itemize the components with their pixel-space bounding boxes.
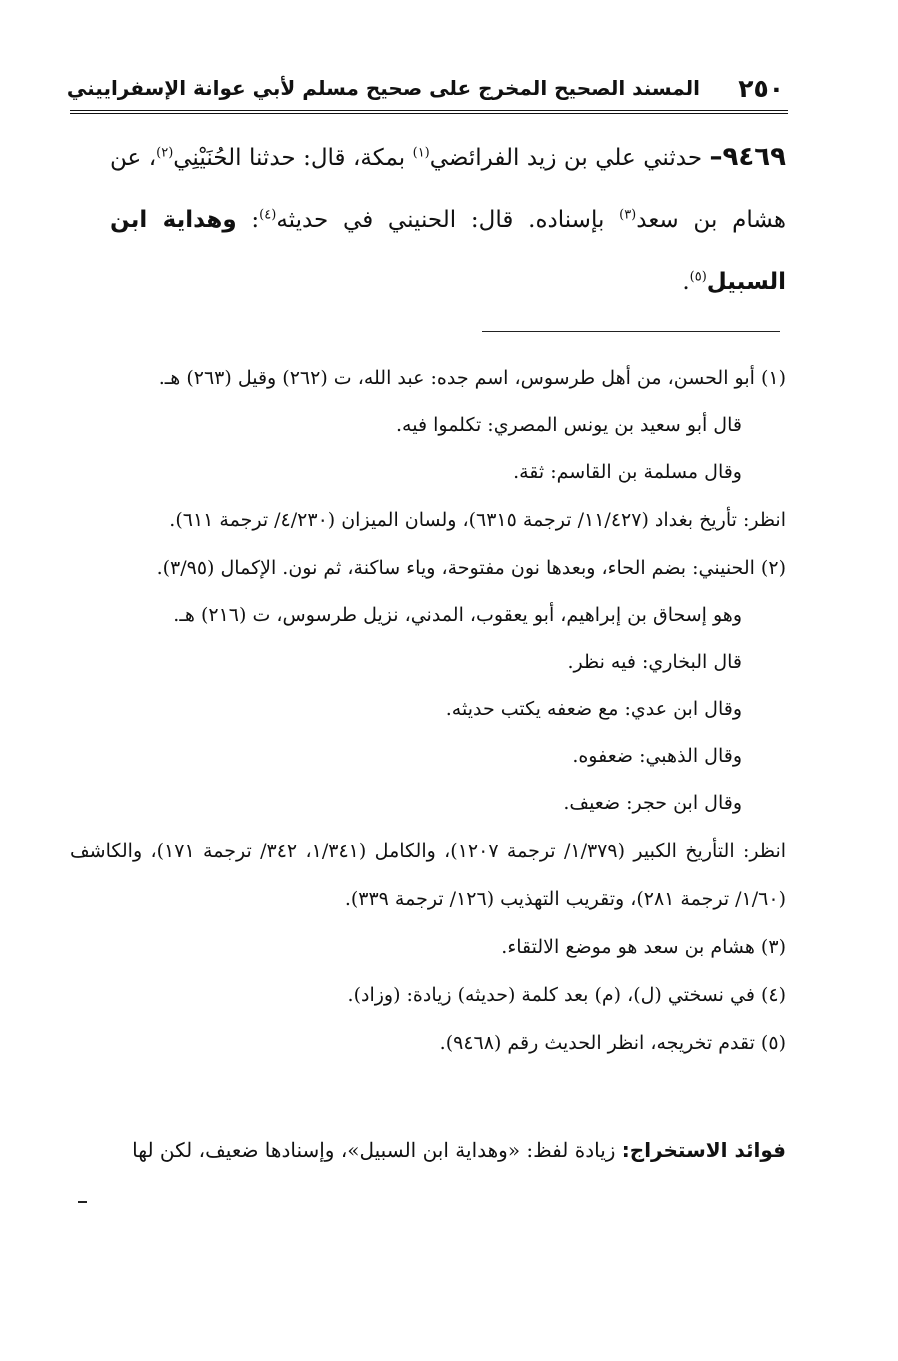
page-header (66, 72, 788, 114)
footnote-ref: (٤) (259, 207, 277, 223)
footnote-4: (٤) في نسختي (ل)، (م) بعد كلمة (حديثه) زيادة: (وزاد). (347, 984, 786, 1006)
hadith-text-part: ، عن هشام بن سعد (110, 145, 786, 233)
footnote-2: (٢) الحنيني: بضم الحاء، وبعدها نون مفتوحة، وياء ساكنة، ثم نون. الإكمال (٣/٩٥). (156, 557, 786, 579)
hadith-text-part: بمكة، قال: حدثنا الحُنَيْنِي (173, 145, 413, 171)
footnote-ref: (٥) (689, 269, 707, 285)
hadith-text-part: . (682, 269, 690, 295)
footnote-3: (٣) هشام بن سعد هو موضع الالتقاء. (501, 936, 786, 958)
conclusion-text: زيادة لفظ: «وهداية ابن السبيل»، وإسنادها ضعيف، لكن لها (132, 1138, 622, 1162)
footnote-line: وقال ابن حجر: ضعيف. (563, 792, 742, 814)
hadith-text-part: حدثني علي بن زيد الفرائضي (429, 145, 710, 171)
running-title: المسند الصحيح المخرج على صحيح مسلم لأبي عوانة الإسفراييني (66, 76, 700, 100)
footnote-line: قال البخاري: فيه نظر. (567, 651, 742, 673)
footnote-ref: (٣) (619, 207, 637, 223)
footnote-separator (482, 331, 780, 332)
extraction-benefits (70, 1126, 786, 1174)
hadith-dash: – (709, 142, 723, 172)
hadith-text (110, 126, 786, 313)
footnote-1: (١) أبو الحسن، من أهل طرسوس، اسم جده: عبد الله، ت (٢٦٢) وقيل (٢٦٣) هـ. (158, 367, 786, 389)
hadith-bold-phrase: وهداية ابن السبيل (110, 207, 786, 295)
conclusion-label: فوائد الاستخراج: (621, 1138, 786, 1162)
footnote-ref: (٢) (156, 145, 174, 161)
footnote-line: وقال الذهبي: ضعفوه. (572, 745, 742, 767)
footnote-source: انظر: تأريخ بغداد (١١/٤٢٧/ ترجمة ٦٣١٥)، ولسان الميزان (٤/٢٣٠/ ترجمة ٦١١). (169, 509, 786, 531)
footnote-ref: (١) (412, 145, 430, 161)
footnote-source: انظر: التأريخ الكبير (١/٣٧٩/ ترجمة ١٢٠٧)، والكامل (١/٣٤١، ٣٤٢/ ترجمة ١٧١)، والكاشف (١/٦٠/ ترجمة ٢٨١)، وتقريب التهذيب (١٢٦/ ترجمة ٣٣٩). (70, 840, 787, 910)
hadith-text-part: بإسناده. قال: الحنيني في حديثه (276, 207, 620, 233)
footnote-5: (٥) تقدم تخريجه، انظر الحديث رقم (٩٤٦٨). (439, 1032, 786, 1054)
footnote-line: وقال مسلمة بن القاسم: ثقة. (513, 461, 742, 483)
hadith-text-part: : (236, 207, 260, 233)
hadith-number: ٩٤٦٩ (722, 142, 786, 172)
page-number: ٢٥٠ (738, 74, 784, 103)
footnote-line: وقال ابن عدي: مع ضعفه يكتب حديثه. (445, 698, 742, 720)
footnote-line: وهو إسحاق بن إبراهيم، أبو يعقوب، المدني، نزيل طرسوس، ت (٢١٦) هـ. (173, 604, 742, 626)
bottom-dash (78, 1201, 87, 1203)
footnote-line: قال أبو سعيد بن يونس المصري: تكلموا فيه. (396, 414, 742, 436)
footnotes (70, 354, 786, 1067)
